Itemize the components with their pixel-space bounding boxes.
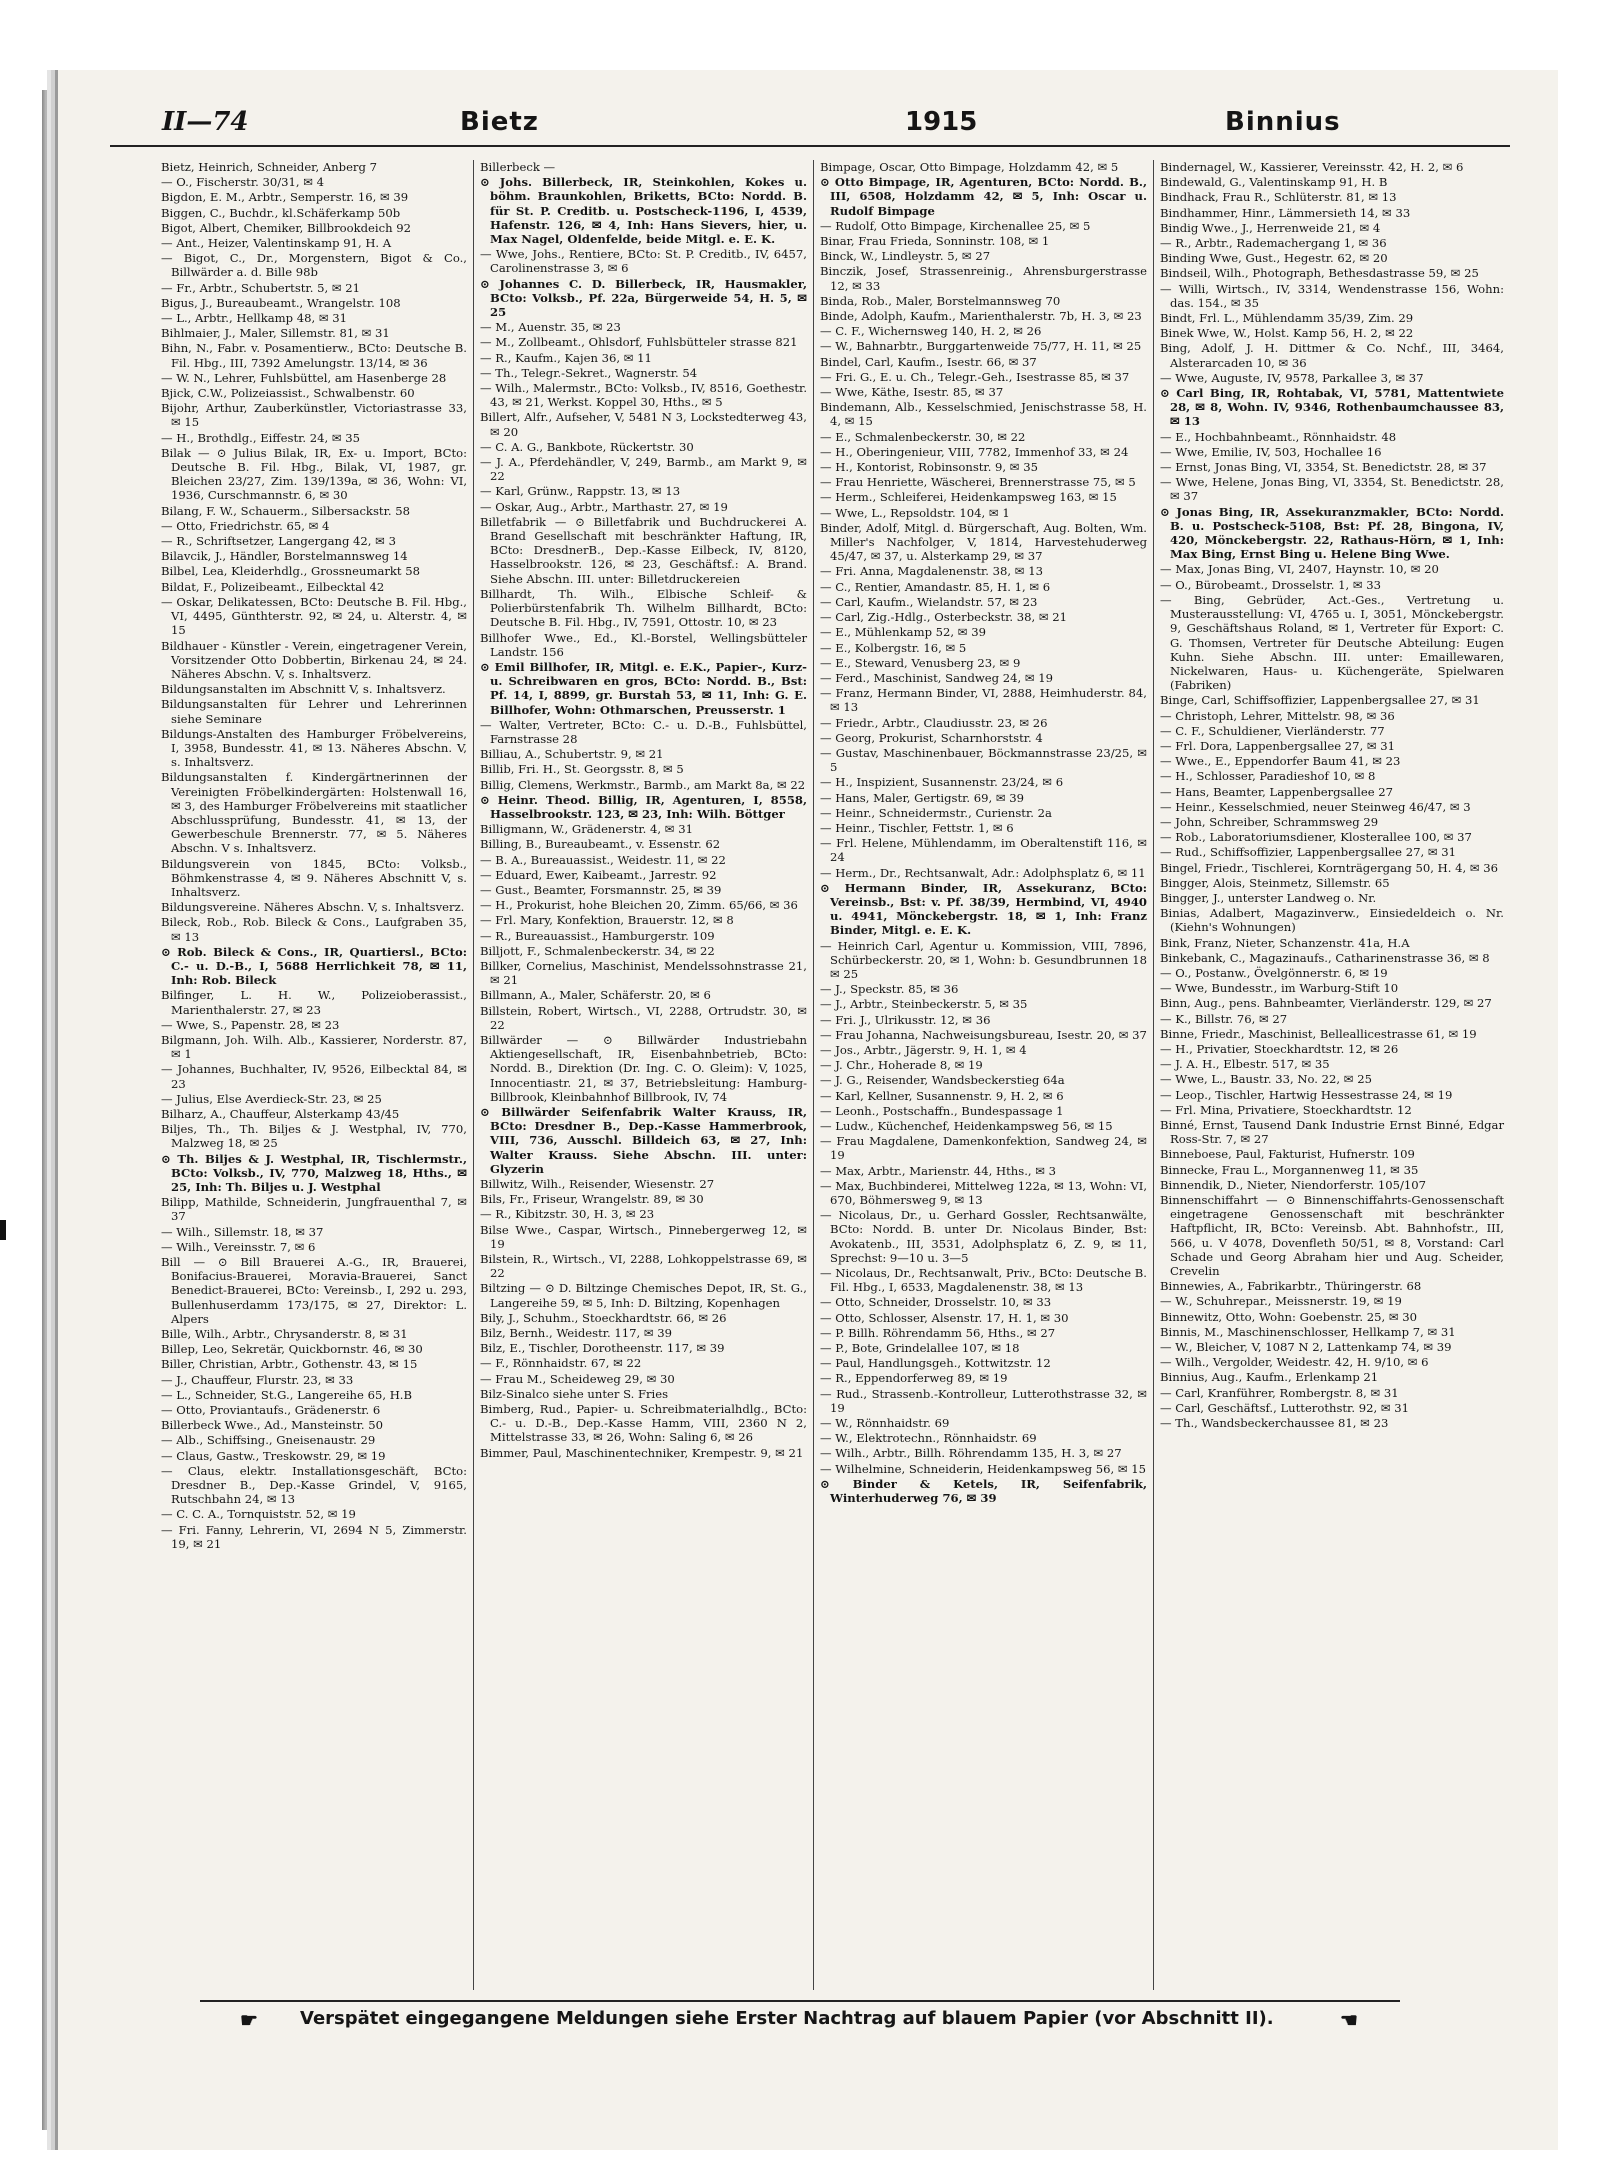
directory-entry: — Hans, Beamter, Lappenbergsallee 27 <box>1160 784 1394 799</box>
directory-entry: Bildungsanstalten f. Kindergärtnerinnen der Vereinigten Fröbelkindergärten: Holstenwall 16, ✉ 3, des Hamburger Fröbelvereins mit staatlicher Abschlussprüfung, Bundesstr. 41, ✉ 13, der Gewerbeschule Brennerstr. 77, ✉ 5. Näheres Abschn. V s. Inhaltsverz. <box>161 770 467 856</box>
directory-entry: Bindemann, Alb., Kesselschmied, Jenischstrasse 58, H. 4, ✉ 15 <box>820 400 1147 429</box>
directory-entry: Bilgmann, Joh. Wilh. Alb., Kassierer, Norderstr. 87, ✉ 1 <box>161 1032 467 1062</box>
directory-entry: — John, Schreiber, Schrammsweg 29 <box>1160 814 1379 829</box>
directory-entry: Billhofer Wwe., Ed., Kl.-Borstel, Wellingsbütteler Landstr. 156 <box>480 630 807 659</box>
directory-entry: ⊙ Jonas Bing, IR, Assekuranzmakler, BCto: Nordd. B. u. Postscheck-5108, Bst: Pf. 28, Bingona, IV, 420, Mönckebergstr. 22, Rathaus-Hörn, ✉ 1, Inh: Max Bing, Ernst Bing u. Helene Bing Wwe. <box>1160 504 1504 562</box>
directory-entry: Billmann, A., Maler, Schäferstr. 20, ✉ 6 <box>480 988 711 1003</box>
directory-entry: Binneboese, Paul, Fakturist, Hufnerstr. 109 <box>1160 1147 1415 1162</box>
directory-entry: — Carl, Zig.-Hdlg., Osterbeckstr. 38, ✉ 21 <box>820 610 1068 625</box>
directory-entry: — Georg, Prokurist, Scharnhorststr. 4 <box>820 730 1043 745</box>
directory-entry: — W., Schuhrepar., Meissnerstr. 19, ✉ 19 <box>1160 1294 1402 1309</box>
directory-entry: — Carl, Kaufm., Wielandstr. 57, ✉ 23 <box>820 594 1038 609</box>
directory-entry: Binnewies, A., Fabrikarbtr., Thüringerstr. 68 <box>1160 1279 1422 1294</box>
directory-entry: — Rudolf, Otto Bimpage, Kirchenallee 25, ✉ 5 <box>820 218 1091 233</box>
directory-entry: — O., Fischerstr. 30/31, ✉ 4 <box>161 175 325 190</box>
directory-entry: — R., Bureauassist., Hamburgerstr. 109 <box>480 928 715 943</box>
directory-entry: Binias, Adalbert, Magazinverw., Einsiedeldeich o. Nr. (Kiehn's Wohnungen) <box>1160 906 1504 935</box>
directory-entry: — F., Rönnhaidstr. 67, ✉ 22 <box>480 1356 642 1371</box>
directory-entry: Billep, Leo, Sekretär, Quickbornstr. 46, ✉ 30 <box>161 1342 423 1357</box>
directory-entry: Bille, Wilh., Arbtr., Chrysanderstr. 8, ✉ 31 <box>161 1327 408 1342</box>
directory-entry: Binnendik, D., Nieter, Niendorferstr. 105/107 <box>1160 1177 1427 1192</box>
directory-entry: Bildungsanstalten für Lehrer und Lehrerinnen siehe Seminare <box>161 697 467 726</box>
directory-entry: Billwärder — ⊙ Billwärder Industriebahn Aktiengesellschaft, IR, Eisenbahnbetrieb, BCto: Nordd. B., Direktion (Dr. Ing. C. O. Gleim): V, 1025, Innocentiastr. 21, ✉ 37, Betriebsleitung: Hamburg-Billbrook, Kleinbahnhof Billbrook, IV, 74 <box>480 1032 807 1104</box>
directory-entry: — Paul, Handlungsgeh., Kottwitzstr. 12 <box>820 1356 1051 1371</box>
directory-entry: Binnenschiffahrt — ⊙ Binnenschiffahrts-Genossenschaft eingetragene Genossenschaft mit beschränkter Haftpflicht, IR, BCto: Vereinsb. Abt. Bahnhofstr., III, 566, u. V 4078, Dovenfleth 50/51, ✉ 8, Vorstand: Carl Schade und Georg Abraham hier und Aug. Scheider, Crevelin <box>1160 1193 1504 1279</box>
directory-entry: — Leonh., Postschaffn., Bundespassage 1 <box>820 1103 1064 1118</box>
directory-entry: — C. F., Wichernsweg 140, H. 2, ✉ 26 <box>820 324 1042 339</box>
directory-entry: ⊙ Johs. Billerbeck, IR, Steinkohlen, Kokes u. böhm. Braunkohlen, Briketts, BCto: Nordd. B. für St. P. Creditb. u. Postscheck-1196, I, 4539, Hafenstr. 126, ✉ 4, Inh: Hans Sievers, hier, u. Max Nagel, Oldenfelde, beide Mitgl. e. E. K. <box>480 175 807 247</box>
directory-entry: — Rud., Strassenb.-Kontrolleur, Lutterothstrasse 32, ✉ 19 <box>820 1386 1147 1415</box>
directory-entry: Bils, Fr., Friseur, Wrangelstr. 89, ✉ 30 <box>480 1192 704 1207</box>
directory-entry: — Th., Telegr.-Sekret., Wagnerstr. 54 <box>480 365 698 380</box>
directory-entry: — Fr., Arbtr., Schubertstr. 5, ✉ 21 <box>161 280 360 295</box>
directory-entry: Binnewitz, Otto, Wohn: Goebenstr. 25, ✉ 30 <box>1160 1309 1417 1324</box>
directory-entry: Bigus, J., Bureaubeamt., Wrangelstr. 108 <box>161 295 401 310</box>
directory-entry: — Carl, Geschäftsf., Lutterothstr. 92, ✉ 31 <box>1160 1400 1409 1415</box>
directory-entry: — H., Brothdlg., Eiffestr. 24, ✉ 35 <box>161 430 361 445</box>
directory-entry: Binné, Ernst, Tausend Dank Industrie Ernst Binné, Edgar Ross-Str. 7, ✉ 27 <box>1160 1118 1504 1147</box>
directory-entry: — H., Prokurist, hohe Bleichen 20, Zimm. 65/66, ✉ 36 <box>480 898 798 913</box>
directory-entry: — Karl, Kellner, Susannenstr. 9, H. 2, ✉ 6 <box>820 1088 1064 1103</box>
directory-entry: Bigdon, E. M., Arbtr., Semperstr. 16, ✉ 39 <box>161 190 409 205</box>
directory-entry: ⊙ Johannes C. D. Billerbeck, IR, Hausmakler, BCto: Volksb., Pf. 22a, Bürgerweide 54, H. 5, ✉ 25 <box>480 276 807 320</box>
directory-entry: — Oskar, Aug., Arbtr., Marthastr. 27, ✉ 19 <box>480 499 728 514</box>
column-3 <box>813 160 1153 1990</box>
column-1 <box>155 160 473 1990</box>
directory-entry: — Frl. Mina, Privatiere, Stoeckhardtstr. 12 <box>1160 1102 1412 1117</box>
directory-entry: Billhardt, Th. Wilh., Elbische Schleif- & Polierbürstenfabrik Th. Wilhelm Billhardt, BCto: Deutsche B. Fil. Hbg., IV, 7591, Ottostr. 10, ✉ 23 <box>480 586 807 630</box>
directory-entry: Bilz, E., Tischler, Dorotheenstr. 117, ✉ 39 <box>480 1341 725 1356</box>
directory-entry: — Wilhelmine, Schneiderin, Heidenkampsweg 56, ✉ 15 <box>820 1461 1147 1476</box>
directory-entry: — H., Privatier, Stoeckhardtstr. 12, ✉ 26 <box>1160 1041 1399 1056</box>
directory-entry: — H., Inspizient, Susannenstr. 23/24, ✉ 6 <box>820 775 1064 790</box>
page-footer <box>200 2000 1400 2032</box>
footer-notice: Verspätet eingegangene Meldungen siehe Erster Nachtrag auf blauem Papier (vor Abschnitt II). <box>300 2008 1274 2029</box>
directory-entry: — H., Kontorist, Robinsonstr. 9, ✉ 35 <box>820 460 1038 475</box>
directory-entry: — Wilh., Sillemstr. 18, ✉ 37 <box>161 1224 324 1239</box>
directory-entry: Billerbeck Wwe., Ad., Mansteinstr. 50 <box>161 1418 384 1433</box>
directory-entry: — J. Chr., Hoherade 8, ✉ 19 <box>820 1058 983 1073</box>
directory-entry: — Nicolaus, Dr., u. Gerhard Gossler, Rechtsanwälte, BCto: Nordd. B. unter Dr. Nicolaus Binder, Bst: Avokatenb., III, 3531, Adolphsplatz 6, Z. 9, ✉ 11, Sprechst: 9—10 u. 3—5 <box>820 1208 1147 1265</box>
directory-entry: — W., Elektrotechn., Rönnhaidstr. 69 <box>820 1431 1037 1446</box>
directory-entry: ⊙ Carl Bing, IR, Rohtabak, VI, 5781, Mattentwiete 28, ✉ 8, Wohn. IV, 9346, Rothenbaumchaussee 83, ✉ 13 <box>1160 386 1504 429</box>
directory-entry: — Wwe, Auguste, IV, 9578, Parkallee 3, ✉ 37 <box>1160 370 1424 385</box>
directory-entry: — J., Chauffeur, Flurstr. 23, ✉ 33 <box>161 1372 354 1387</box>
directory-entry: Binding Wwe, Gust., Hegestr. 62, ✉ 20 <box>1160 251 1388 266</box>
directory-entry: Bimberg, Rud., Papier- u. Schreibmaterialhdlg., BCto: C.- u. D.-B., Dep.-Kasse Hamm, VIII, 2360 N 2, Mittelstrasse 33, ✉ 26, Wohn: Saling 6, ✉ 26 <box>480 1402 807 1445</box>
directory-entry: — Wwe, Johs., Rentiere, BCto: St. P. Creditb., IV, 6457, Carolinenstrasse 3, ✉ 6 <box>480 247 807 276</box>
directory-entry: — Otto, Schneider, Drosselstr. 10, ✉ 33 <box>820 1295 1052 1310</box>
directory-entry: ⊙ Binder & Ketels, IR, Seifenfabrik, Winterhuderweg 76, ✉ 39 <box>820 1476 1147 1506</box>
directory-entry: — Otto, Friedrichstr. 65, ✉ 4 <box>161 518 330 533</box>
directory-entry: Binnis, M., Maschinenschlosser, Hellkamp 7, ✉ 31 <box>1160 1324 1456 1339</box>
column-4 <box>1153 160 1510 1990</box>
directory-entry: — Wwe., E., Eppendorfer Baum 41, ✉ 23 <box>1160 754 1401 769</box>
directory-entry: — Max, Arbtr., Marienstr. 44, Hths., ✉ 3 <box>820 1163 1057 1178</box>
directory-entry: — Herm., Dr., Rechtsanwalt, Adr.: Adolphsplatz 6, ✉ 11 <box>820 865 1146 880</box>
directory-entry: — J. G., Reisender, Wandsbeckerstieg 64a <box>820 1073 1065 1088</box>
directory-entry: Bilfinger, L. H. W., Polizeioberassist., Marienthalerstr. 27, ✉ 23 <box>161 988 467 1017</box>
directory-entry: Biltzing — ⊙ D. Biltzinge Chemisches Depot, IR, St. G., Langereihe 59, ✉ 5, Inh: D. Biltzing, Kopenhagen <box>480 1281 807 1310</box>
directory-entry: Bindig Wwe., J., Herrenweide 21, ✉ 4 <box>1160 220 1381 235</box>
directory-entry: — J. A., Pferdehändler, V, 249, Barmb., am Markt 9, ✉ 22 <box>480 455 807 484</box>
directory-entry: — Wwe, Käthe, Isestr. 85, ✉ 37 <box>820 385 1004 400</box>
directory-entry: Binda, Rob., Maler, Borstelmannsweg 70 <box>820 293 1061 308</box>
directory-entry: — Gustav, Maschinenbauer, Böckmannstrasse 23/25, ✉ 5 <box>820 745 1147 775</box>
directory-entry: — Wilh., Arbtr., Billh. Röhrendamm 135, H. 3, ✉ 27 <box>820 1446 1122 1461</box>
directory-entry: Bill — ⊙ Bill Brauerei A.-G., IR, Brauerei, Bonifacius-Brauerei, Moravia-Brauerei, Sanct Benedict-Brauerei, BCto: Vereinsb., I, 292 u. 293, Bullenhuserdamm 173/175, ✉ 27, Direktor: L. Alpers <box>161 1255 467 1326</box>
directory-entry: — P., Bote, Grindelallee 107, ✉ 18 <box>820 1341 1020 1356</box>
directory-entry: Bigot, Albert, Chemiker, Billbrookdeich 92 <box>161 220 412 235</box>
directory-entry: — J., Speckstr. 85, ✉ 36 <box>820 982 959 997</box>
directory-entry: Billstein, Robert, Wirtsch., VI, 2288, Ortrudstr. 30, ✉ 22 <box>480 1003 807 1032</box>
directory-entry: ⊙ Heinr. Theod. Billig, IR, Agenturen, I, 8558, Hasselbrookstr. 123, ✉ 23, Inh: Wilh. Böttger <box>480 792 807 821</box>
directory-entry: — C., Rentier, Amandastr. 85, H. 1, ✉ 6 <box>820 579 1051 594</box>
directory-entry: Binkebank, C., Magazinaufs., Catharinenstrasse 36, ✉ 8 <box>1160 950 1490 965</box>
directory-entry: Bilz-Sinalco siehe unter S. Fries <box>480 1386 669 1401</box>
directory-entry: — W. N., Lehrer, Fuhlsbüttel, am Hasenberge 28 <box>161 370 447 385</box>
directory-entry: — Friedr., Arbtr., Claudiusstr. 23, ✉ 26 <box>820 715 1048 730</box>
directory-entry: — W., Rönnhaidstr. 69 <box>820 1416 950 1431</box>
directory-entry: — Frl. Helene, Mühlendamm, im Oberaltenstift 116, ✉ 24 <box>820 836 1147 865</box>
directory-entry: — Wwe, L., Baustr. 33, No. 22, ✉ 25 <box>1160 1072 1372 1087</box>
directory-entry: — Bigot, C., Dr., Morgenstern, Bigot & Co., Billwärder a. d. Bille 98b <box>161 251 467 280</box>
directory-entry: Bildungsvereine. Näheres Abschn. V, s. Inhaltsverz. <box>161 900 465 915</box>
directory-entry: — Frau Henriette, Wäscherei, Brennerstrasse 75, ✉ 5 <box>820 475 1136 490</box>
directory-entry: — Frau Magdalene, Damenkonfektion, Sandweg 24, ✉ 19 <box>820 1134 1147 1163</box>
directory-entry: — Heinrich Carl, Agentur u. Kommission, VIII, 7896, Schürbeckerstr. 20, ✉ 1, Wohn: b. Gesundbrunnen 18 ✉ 25 <box>820 938 1147 981</box>
directory-entry: ⊙ Emil Billhofer, IR, Mitgl. e. E.K., Papier-, Kurz- u. Schreibwaren en gros, BCto: Nordd. B., Bst: Pf. 14, I, 8899, gr. Burstah 53, ✉ 11, Inh: G. E. Billhofer, Wohn: Othmarschen, Preusserstr. 1 <box>480 659 807 717</box>
directory-entry: — Bing, Gebrüder, Act.-Ges., Vertretung u. Musterausstellung: VI, 4765 u. I, 3051, Mönckebergstr. 9, Geschäftshaus Roland, ✉ 1, Vertreter für Export: C. G. Thomsen, Vertreter für Deutsche Abteilung: Eugen Kuhn. Siehe Abschn. III. unter: Emaillewaren, Nickelwaren, Haus- u. Küchengeräte, Spielwaren (Fabriken) <box>1160 592 1504 693</box>
directory-entry: — Walter, Vertreter, BCto: C.- u. D.-B., Fuhlsbüttel, Farnstrasse 28 <box>480 717 807 746</box>
directory-entry: Bindel, Carl, Kaufm., Isestr. 66, ✉ 37 <box>820 354 1037 369</box>
directory-entry: — Otto, Proviantaufs., Grädenerstr. 6 <box>161 1403 381 1418</box>
directory-entry: — Rob., Laboratoriumsdiener, Klosterallee 100, ✉ 37 <box>1160 830 1472 845</box>
directory-entry: — Fri. G., E. u. Ch., Telegr.-Geh., Isestrasse 85, ✉ 37 <box>820 369 1130 384</box>
page-header <box>110 105 1510 147</box>
directory-entry: — Carl, Kranführer, Rombergstr. 8, ✉ 31 <box>1160 1385 1399 1400</box>
directory-entry: — H., Oberingenieur, VIII, 7782, Immenhof 33, ✉ 24 <box>820 444 1129 459</box>
directory-entry: — Herm., Schleiferei, Heidenkampsweg 163, ✉ 15 <box>820 490 1117 505</box>
directory-entry: — R., Eppendorferweg 89, ✉ 19 <box>820 1371 1008 1386</box>
directory-entry: Bihlmaier, J., Maler, Sillemstr. 81, ✉ 31 <box>161 326 390 341</box>
directory-entry: — Gust., Beamter, Forsmannstr. 25, ✉ 39 <box>480 882 722 897</box>
directory-entry: Billiau, A., Schubertstr. 9, ✉ 21 <box>480 747 664 762</box>
directory-entry: Binck, W., Lindleystr. 5, ✉ 27 <box>820 249 991 264</box>
directory-entry: — K., Billstr. 76, ✉ 27 <box>1160 1011 1288 1026</box>
directory-entry: — Christoph, Lehrer, Mittelstr. 98, ✉ 36 <box>1160 708 1395 723</box>
directory-entry: Binder, Adolf, Mitgl. d. Bürgerschaft, Aug. Bolten, Wm. Miller's Nachfolger, V, 1814, Harvestehuderweg 45/47, ✉ 37, u. Alsterkamp 29, ✉ 37 <box>820 520 1147 564</box>
directory-entry: — R., Arbtr., Rademachergang 1, ✉ 36 <box>1160 236 1387 251</box>
directory-entry: ⊙ Otto Bimpage, IR, Agenturen, BCto: Nordd. B., III, 6508, Holzdamm 42, ✉ 5, Inh: Oscar u. Rudolf Bimpage <box>820 175 1147 218</box>
directory-entry: Bily, J., Schuhm., Stoeckhardtstr. 66, ✉ 26 <box>480 1310 727 1325</box>
directory-entry: Bilbel, Lea, Kleiderhdlg., Grossneumarkt 58 <box>161 564 421 579</box>
directory-entry: — Max, Jonas Bing, VI, 2407, Haynstr. 10, ✉ 20 <box>1160 562 1439 577</box>
scan-margin-mark <box>0 1220 6 1240</box>
directory-entry: Bjick, C.W., Polizeiassist., Schwalbenstr. 60 <box>161 386 415 401</box>
directory-entry: — Heinr., Kesselschmied, neuer Steinweg 46/47, ✉ 3 <box>1160 799 1471 814</box>
directory-entry: — Leop., Tischler, Hartwig Hessestrasse 24, ✉ 19 <box>1160 1087 1453 1102</box>
directory-entry: Billker, Cornelius, Maschinist, Mendelssohnstrasse 21, ✉ 21 <box>480 958 807 988</box>
directory-entry: — Wwe, S., Papenstr. 28, ✉ 23 <box>161 1017 340 1032</box>
directory-entry: Bingel, Friedr., Tischlerei, Kornträgergang 50, H. 4, ✉ 36 <box>1160 860 1499 875</box>
directory-entry: — W., Bleicher, V, 1087 N 2, Lattenkamp 74, ✉ 39 <box>1160 1340 1452 1355</box>
directory-entry: — Julius, Else Averdieck-Str. 23, ✉ 25 <box>161 1091 382 1106</box>
directory-entry: Bink, Franz, Nieter, Schanzenstr. 41a, H.A <box>1160 935 1410 950</box>
directory-entry: Bimpage, Oscar, Otto Bimpage, Holzdamm 42, ✉ 5 <box>820 160 1119 174</box>
directory-entry: — R., Schriftsetzer, Langergang 42, ✉ 3 <box>161 534 396 549</box>
directory-entry: — Ferd., Maschinist, Sandweg 24, ✉ 19 <box>820 670 1054 685</box>
directory-entry: Billib, Fri. H., St. Georgsstr. 8, ✉ 5 <box>480 762 684 777</box>
directory-entry: — O., Bürobeamt., Drosselstr. 1, ✉ 33 <box>1160 577 1382 592</box>
directory-entry: Bindewald, G., Valentinskamp 91, H. B <box>1160 175 1388 190</box>
directory-entry: Billert, Alfr., Aufseher, V, 5481 N 3, Lockstedterweg 43, ✉ 20 <box>480 410 807 439</box>
directory-entry: — Max, Buchbinderei, Mittelweg 122a, ✉ 13, Wohn: VI, 670, Böhmersweg 9, ✉ 13 <box>820 1178 1147 1208</box>
directory-entry: Bindseil, Wilh., Photograph, Bethesdastrasse 59, ✉ 25 <box>1160 266 1479 281</box>
directory-entry: Bing, Adolf, J. H. Dittmer & Co. Nchf., III, 3464, Alsterarcaden 10, ✉ 36 <box>1160 341 1504 370</box>
directory-entry: Bingger, Alois, Steinmetz, Sillemstr. 65 <box>1160 875 1390 890</box>
directory-entry: — Wilh., Malermstr., BCto: Volksb., IV, 8516, Goethestr. 43, ✉ 21, Werkst. Koppel 30, Hths., ✉ 5 <box>480 381 807 410</box>
directory-entry: Binnius, Aug., Kaufm., Erlenkamp 21 <box>1160 1370 1379 1385</box>
directory-entry: — J. A. H., Elbestr. 517, ✉ 35 <box>1160 1057 1330 1072</box>
directory-entry: — E., Kolbergstr. 16, ✉ 5 <box>820 640 967 655</box>
directory-entry: — H., Schlosser, Paradieshof 10, ✉ 8 <box>1160 769 1376 784</box>
directory-entry: — Nicolaus, Dr., Rechtsanwalt, Priv., BCto: Deutsche B. Fil. Hbg., I, 6533, Magdalenenstr. 38, ✉ 13 <box>820 1266 1147 1295</box>
directory-entry: Bingger, J., unterster Landweg o. Nr. <box>1160 890 1377 905</box>
directory-entry: — C. C. A., Tornquiststr. 52, ✉ 19 <box>161 1507 356 1522</box>
directory-entry: — J., Arbtr., Steinbeckerstr. 5, ✉ 35 <box>820 997 1028 1012</box>
directory-entry: — Ant., Heizer, Valentinskamp 91, H. A <box>161 236 392 251</box>
directory-entry: — Fri. Anna, Magdalenenstr. 38, ✉ 13 <box>820 564 1043 579</box>
directory-entry: Bimmer, Paul, Maschinentechniker, Krempestr. 9, ✉ 21 <box>480 1445 804 1460</box>
directory-entry: — Rud., Schiffsoffizier, Lappenbergsallee 27, ✉ 31 <box>1160 845 1456 860</box>
directory-entry: Bilz, Bernh., Weidestr. 117, ✉ 39 <box>480 1326 673 1341</box>
directory-entry: — P. Billh. Röhrendamm 56, Hths., ✉ 27 <box>820 1325 1056 1340</box>
directory-entry: Bileck, Rob., Rob. Bileck & Cons., Laufgraben 35, ✉ 13 <box>161 915 467 944</box>
directory-entry: Billjott, F., Schmalenbeckerstr. 34, ✉ 22 <box>480 943 715 958</box>
directory-entry: Bildat, F., Polizeibeamt., Eilbecktal 42 <box>161 579 385 594</box>
directory-entry: — M., Auenstr. 35, ✉ 23 <box>480 320 621 335</box>
directory-entry: Bijohr, Arthur, Zauberkünstler, Victoriastrasse 33, ✉ 15 <box>161 401 467 430</box>
directory-entry: Biller, Christian, Arbtr., Gothenstr. 43, ✉ 15 <box>161 1357 418 1372</box>
directory-entry: — Jos., Arbtr., Jägerstr. 9, H. 1, ✉ 4 <box>820 1042 1027 1057</box>
directory-entry: — Heinr., Tischler, Fettstr. 1, ✉ 6 <box>820 820 1014 835</box>
directory-entry: — C. F., Schuldiener, Vierländerstr. 77 <box>1160 723 1385 738</box>
directory-entry: — Frl. Dora, Lappenbergsallee 27, ✉ 31 <box>1160 738 1396 753</box>
directory-entry: — Wilh., Vereinsstr. 7, ✉ 6 <box>161 1239 316 1254</box>
directory-entry: — Franz, Hermann Binder, VI, 2888, Heimhuderstr. 84, ✉ 13 <box>820 686 1147 715</box>
directory-entry: — Hans, Maler, Gertigstr. 69, ✉ 39 <box>820 790 1025 805</box>
directory-entry: Bindt, Frl. L., Mühlendamm 35/39, Zim. 29 <box>1160 311 1414 326</box>
directory-entry: — Eduard, Ewer, Kaibeamt., Jarrestr. 92 <box>480 867 717 882</box>
directory-entry: Billig, Clemens, Werkmstr., Barmb., am Markt 8a, ✉ 22 <box>480 777 806 792</box>
directory-entry: — Wilh., Vergolder, Weidestr. 42, H. 9/10, ✉ 6 <box>1160 1355 1429 1370</box>
directory-entry: — Otto, Schlosser, Alsenstr. 17, H. 1, ✉ 30 <box>820 1310 1069 1325</box>
directory-entry: Binge, Carl, Schiffsoffizier, Lappenbergsallee 27, ✉ 31 <box>1160 693 1480 708</box>
directory-entry: Binde, Adolph, Kaufm., Marienthalerstr. 7b, H. 3, ✉ 23 <box>820 309 1142 324</box>
directory-entry: Bietz, Heinrich, Schneider, Anberg 7 <box>161 160 377 174</box>
directory-entry: Billwitz, Wilh., Reisender, Wiesenstr. 27 <box>480 1177 715 1192</box>
directory-entry: Bindernagel, W., Kassierer, Vereinsstr. 42, H. 2, ✉ 6 <box>1160 160 1464 174</box>
header-last-name: Binnius <box>1225 107 1341 137</box>
directory-entry: Bilavcik, J., Händler, Borstelmannsweg 14 <box>161 549 408 564</box>
directory-entry: Billetfabrik — ⊙ Billetfabrik und Buchdruckerei A. Brand Gesellschaft mit beschränkter Haftung, IR, BCto: DresdnerB., Dep.-Kasse Eilbeck, IV, 8120, Hasselbrookstr. 126, ✉ 23, Geschäftsf.: A. Brand. Siehe Abschn. III. unter: Billetdruckereien <box>480 514 807 586</box>
directory-entry: — E., Hochbahnbeamt., Rönnhaidstr. 48 <box>1160 429 1397 444</box>
directory-entry: ⊙ Billwärder Seifenfabrik Walter Krauss, IR, BCto: Dresdner B., Dep.-Kasse Hammerbrook, VIII, 736, Ausschl. Billdeich 63, ✉ 27, Inh: Walter Krauss. Siehe Abschn. III. unter: Glyzerin <box>480 1105 807 1176</box>
directory-entry: — Wwe, Helene, Jonas Bing, VI, 3354, St. Benedictstr. 28, ✉ 37 <box>1160 475 1504 504</box>
directory-entry: — Frau M., Scheideweg 29, ✉ 30 <box>480 1371 675 1386</box>
directory-entry: — Th., Wandsbeckerchaussee 81, ✉ 23 <box>1160 1416 1389 1431</box>
directory-entry: — L., Schneider, St.G., Langereihe 65, H.B <box>161 1387 413 1402</box>
directory-entry: Bildhauer - Künstler - Verein, eingetragener Verein, Vorsitzender Otto Dobbertin, Birkenau 24, ✉ 24. Näheres Abschn. V, s. Inhaltsverz. <box>161 638 467 681</box>
directory-entry: — Fri. Fanny, Lehrerin, VI, 2694 N 5, Zimmerstr. 19, ✉ 21 <box>161 1522 467 1551</box>
pointing-hand-left-icon: ☚ <box>1340 2008 1358 2032</box>
directory-entry: — O., Postanw., Övelgönnerstr. 6, ✉ 19 <box>1160 965 1388 980</box>
directory-entry: — Frau Johanna, Nachweisungsbureau, Isestr. 20, ✉ 37 <box>820 1027 1147 1042</box>
directory-entry: Biljes, Th., Th. Biljes & J. Westphal, IV, 770, Malzweg 18, ✉ 25 <box>161 1122 467 1151</box>
directory-entry: Bindhack, Frau R., Schlüterstr. 81, ✉ 13 <box>1160 190 1397 205</box>
directory-entry: Billerbeck — <box>480 160 556 174</box>
directory-entry: Bilstein, R., Wirtsch., VI, 2288, Lohkoppelstrasse 69, ✉ 22 <box>480 1252 807 1281</box>
directory-entry: Bihn, N., Fabr. v. Posamentierw., BCto: Deutsche B. Fil. Hbg., III, 7392 Amelungstr. 13/14, ✉ 36 <box>161 341 467 370</box>
directory-entry: Bilang, F. W., Schauerm., Silbersackstr. 58 <box>161 503 410 518</box>
directory-entry: Binnecke, Frau L., Morgannenweg 11, ✉ 35 <box>1160 1162 1419 1177</box>
directory-entry: — Wwe, Bundesstr., im Warburg-Stift 10 <box>1160 981 1399 996</box>
directory-entry: — Fri. J., Ulrikusstr. 12, ✉ 36 <box>820 1012 991 1027</box>
directory-entry: — E., Schmalenbeckerstr. 30, ✉ 22 <box>820 429 1026 444</box>
directory-entry: Bilipp, Mathilde, Schneiderin, Jungfrauenthal 7, ✉ 37 <box>161 1195 467 1224</box>
directory-entry: Bildungsanstalten im Abschnitt V, s. Inhaltsverz. <box>161 682 446 697</box>
header-year: 1915 <box>905 107 978 137</box>
directory-entry: Bilak — ⊙ Julius Bilak, IR, Ex- u. Import, BCto: Deutsche B. Fil. Hbg., Bilak, VI, 1987, gr. Bleichen 23/27, Zim. 139/139a, ✉ 36, Wohn: VI, 1936, Curschmannstr. 6, ✉ 30 <box>161 445 467 503</box>
directory-entry: Bindhammer, Hinr., Lämmersieth 14, ✉ 33 <box>1160 205 1411 220</box>
directory-entry: — Willi, Wirtsch., IV, 3314, Wendenstrasse 156, Wohn: das. 154., ✉ 35 <box>1160 281 1504 310</box>
directory-entry: Binne, Friedr., Maschinist, Belleallicestrasse 61, ✉ 19 <box>1160 1026 1477 1041</box>
directory-entry: Bilharz, A., Chauffeur, Alsterkamp 43/45 <box>161 1107 400 1121</box>
directory-entry: — Wwe, L., Repsoldstr. 104, ✉ 1 <box>820 505 1010 520</box>
directory-entry: Bildungsverein von 1845, BCto: Volksb., Böhmkenstrasse 4, ✉ 9. Näheres Abschnitt V, s. Inhaltsverz. <box>161 856 467 899</box>
directory-entry: Billing, B., Bureaubeamt., v. Essenstr. 62 <box>480 837 721 852</box>
directory-entry: Bilse Wwe., Caspar, Wirtsch., Pinnebergerweg 12, ✉ 19 <box>480 1222 807 1251</box>
directory-entry: — Ludw., Küchenchef, Heidenkampsweg 56, ✉ 15 <box>820 1119 1113 1133</box>
pointing-hand-right-icon: ☛ <box>240 2008 258 2032</box>
directory-entry: ⊙ Th. Biljes & J. Westphal, IR, Tischlermstr., BCto: Volksb., IV, 770, Malzweg 18, Hths., ✉ 25, Inh: Th. Biljes u. J. Westphal <box>161 1151 467 1195</box>
page-number: II—74 <box>162 107 249 137</box>
directory-entry: — C. A. G., Bankbote, Rückertstr. 30 <box>480 439 694 454</box>
directory-entry: — E., Mühlenkamp 52, ✉ 39 <box>820 625 986 640</box>
directory-entry: — R., Kaufm., Kajen 36, ✉ 11 <box>480 350 652 365</box>
directory-entry: — Alb., Schiffsing., Gneisenaustr. 29 <box>161 1433 376 1448</box>
directory-entry: Binczik, Josef, Strassenreinig., Ahrensburgerstrasse 12, ✉ 33 <box>820 264 1147 293</box>
header-first-name: Bietz <box>460 107 539 137</box>
directory-columns <box>155 160 1510 1990</box>
directory-entry: — R., Kibitzstr. 30, H. 3, ✉ 23 <box>480 1207 655 1222</box>
directory-entry: — W., Bahnarbtr., Burggartenweide 75/77, H. 11, ✉ 25 <box>820 339 1142 354</box>
directory-entry: — M., Zollbeamt., Ohlsdorf, Fuhlsbütteler strasse 821 <box>480 335 798 350</box>
directory-entry: — Wwe, Emilie, IV, 503, Hochallee 16 <box>1160 444 1382 459</box>
directory-entry: — Heinr., Schneidermstr., Curienstr. 2a <box>820 805 1052 820</box>
directory-entry: Binek Wwe, W., Holst. Kamp 56, H. 2, ✉ 22 <box>1160 326 1414 341</box>
directory-entry: — Claus, Gastw., Treskowstr. 29, ✉ 19 <box>161 1448 386 1463</box>
directory-entry: — Karl, Grünw., Rappstr. 13, ✉ 13 <box>480 484 681 499</box>
directory-entry: Biggen, C., Buchdr., kl.Schäferkamp 50b <box>161 205 401 220</box>
directory-entry: — Oskar, Delikatessen, BCto: Deutsche B. Fil. Hbg., VI, 4495, Günthterstr. 92, ✉ 24, u. Alterstr. 4, ✉ 15 <box>161 594 467 638</box>
book-spine-edge <box>42 90 52 2130</box>
directory-entry: Bildungs-Anstalten des Hamburger Fröbelvereins, I, 3958, Bundesstr. 41, ✉ 13. Näheres Abschn. V, s. Inhaltsverz. <box>161 726 467 770</box>
directory-entry: — Johannes, Buchhalter, IV, 9526, Eilbecktal 84, ✉ 23 <box>161 1062 467 1091</box>
directory-entry: ⊙ Rob. Bileck & Cons., IR, Quartiersl., BCto: C.- u. D.-B., I, 5688 Herrlichkeit 78, ✉ 11, Inh: Rob. Bileck <box>161 944 467 988</box>
directory-entry: — Claus, elektr. Installationsgeschäft, BCto: Dresdner B., Dep.-Kasse Grindel, V, 9165, Rutschbahn 24, ✉ 13 <box>161 1463 467 1507</box>
directory-entry: ⊙ Hermann Binder, IR, Assekuranz, BCto: Vereinsb., Bst: v. Pf. 38/39, Hermbind, VI, 4940 u. 4941, Mönckebergstr. 18, ✉ 1, Inh: Franz Binder, Mitgl. e. E. K. <box>820 880 1147 938</box>
directory-entry: — Ernst, Jonas Bing, VI, 3354, St. Benedictstr. 28, ✉ 37 <box>1160 460 1487 475</box>
directory-entry: Billigmann, W., Grädenerstr. 4, ✉ 31 <box>480 822 693 837</box>
directory-entry: — B. A., Bureauassist., Weidestr. 11, ✉ 22 <box>480 852 726 867</box>
column-2 <box>473 160 813 1990</box>
directory-entry: Binar, Frau Frieda, Sonninstr. 108, ✉ 1 <box>820 234 1050 249</box>
directory-entry: — E., Steward, Venusberg 23, ✉ 9 <box>820 655 1021 670</box>
directory-entry: — Frl. Mary, Konfektion, Brauerstr. 12, ✉ 8 <box>480 913 734 928</box>
directory-entry: Binn, Aug., pens. Bahnbeamter, Vierländerstr. 129, ✉ 27 <box>1160 996 1492 1011</box>
directory-entry: — L., Arbtr., Hellkamp 48, ✉ 31 <box>161 311 348 326</box>
